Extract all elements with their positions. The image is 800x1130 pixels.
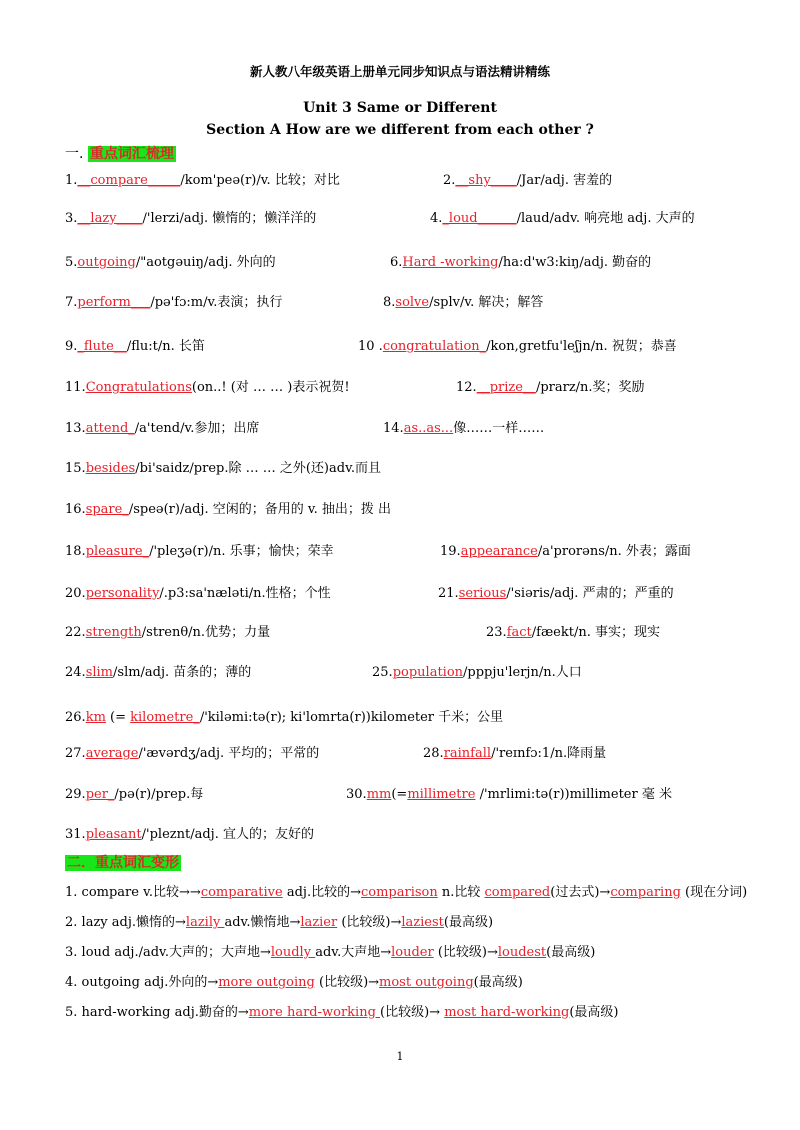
- section-one-label: 重点词汇梳理: [89, 146, 174, 162]
- vocab-item: [65, 786, 203, 804]
- vocab-definition: 像……一样……: [453, 421, 545, 436]
- vocab-word: average: [85, 746, 139, 761]
- vocab-definition: /fæekt/n. 事实；现实: [531, 625, 660, 640]
- vocab-definition: /laud/adv. 响亮地 adj. 大声的: [516, 211, 695, 226]
- vocab-word: appearance: [460, 544, 538, 559]
- vocab-item: [65, 501, 391, 519]
- item-number: 15.: [65, 461, 86, 476]
- item-number: 3.: [65, 211, 78, 226]
- vocab-item: [65, 826, 314, 844]
- vocab-item: [65, 210, 316, 228]
- form-text: 1. compare v.比较→→: [65, 885, 201, 900]
- vocab-word: outgoing: [77, 255, 136, 270]
- vocab-word: Hard -working: [402, 255, 499, 270]
- form-answer: most outgoing: [379, 975, 474, 990]
- vocab-definition: /pə'fɔ:m/v.表演；执行: [150, 295, 283, 310]
- vocab-word: fact: [506, 625, 532, 640]
- form-answer: compared: [484, 885, 551, 900]
- vocab-definition: (on..! (对 … … )表示祝贺!: [191, 380, 350, 395]
- form-text: 2. lazy adj.懒惰的→: [65, 915, 186, 930]
- form-answer: laziest: [401, 915, 444, 930]
- form-text: (最高级): [569, 1005, 619, 1020]
- vocab-word: pleasant: [85, 827, 142, 842]
- vocab-definition: /'pleznt/adj. 宜人的；友好的: [141, 827, 314, 842]
- vocab-item: [65, 379, 350, 397]
- vocab-separator: (=: [391, 787, 408, 802]
- item-number: 8.: [383, 295, 396, 310]
- item-number: 26.: [65, 710, 86, 725]
- form-answer: more outgoing: [218, 975, 315, 990]
- vocab-item: [486, 624, 660, 642]
- item-number: 4.: [430, 211, 443, 226]
- vocab-item: [65, 460, 381, 478]
- form-text: adv.大声地→: [315, 945, 392, 960]
- form-answer: lazier: [300, 915, 338, 930]
- vocab-item: [65, 664, 251, 682]
- form-text: (比较级)→: [314, 975, 380, 990]
- vocab-definition: /a'tend/v.参加；出席: [134, 421, 260, 436]
- vocab-definition: /speə(r)/adj. 空闲的；备用的 v. 抽出；拨 出: [128, 502, 392, 517]
- vocab-item: [65, 338, 205, 356]
- vocab-item: [383, 420, 544, 438]
- vocab-word: personality: [85, 586, 160, 601]
- word-form-row: [65, 1004, 619, 1022]
- vocab-item: [423, 745, 606, 763]
- vocab-item: [443, 172, 612, 190]
- vocab-word: population: [392, 665, 464, 680]
- vocab-definition: /pə(r)/prep.每: [114, 787, 204, 802]
- item-number: 28.: [423, 746, 444, 761]
- item-number: 21.: [438, 586, 459, 601]
- vocab-word: __compare_____: [77, 173, 181, 188]
- form-text: (最高级): [443, 915, 494, 930]
- form-text: (比较级)→: [433, 945, 498, 960]
- vocab-separator: (=: [105, 710, 131, 725]
- vocab-item: [346, 786, 672, 804]
- word-form-row: [65, 974, 523, 992]
- section-one-number: 一.: [65, 146, 84, 162]
- vocab-word: spare_: [85, 502, 129, 517]
- vocab-word: _flute__: [77, 339, 127, 354]
- item-number: 19.: [440, 544, 461, 559]
- document-title: 新人教八年级英语上册单元同步知识点与语法精讲精练: [249, 64, 551, 79]
- vocab-item: [65, 585, 331, 603]
- vocab-item: [65, 172, 340, 190]
- item-number: 25.: [372, 665, 393, 680]
- vocab-definition: /kon,gretfu'leʃjn/n. 祝贺；恭喜: [486, 339, 677, 354]
- vocab-word: serious: [458, 586, 507, 601]
- form-text: (比较级)→: [380, 1005, 445, 1020]
- item-number: 27.: [65, 746, 86, 761]
- vocab-definition: /"aotgəuiŋ/adj. 外向的: [135, 255, 276, 270]
- vocab-definition: /a'prorəns/n. 外表；露面: [537, 544, 691, 559]
- vocab-word: perform___: [77, 295, 151, 310]
- item-number: 18.: [65, 544, 86, 559]
- item-number: 16.: [65, 502, 86, 517]
- vocab-item: [65, 254, 276, 272]
- form-text: (比较级)→: [337, 915, 402, 930]
- item-number: 12.: [456, 380, 477, 395]
- form-answer: comparative: [200, 885, 283, 900]
- item-number: 23.: [486, 625, 507, 640]
- form-answer: most hard-working: [444, 1005, 570, 1020]
- vocab-item: [430, 210, 695, 228]
- form-text: 4. outgoing adj.外向的→: [65, 975, 219, 990]
- vocab-definition: /slm/adj. 苗条的；薄的: [113, 665, 252, 680]
- form-text: adv.懒惰地→: [224, 915, 301, 930]
- vocab-definition: /'kiləmi:tə(r); ki'lomrta(r))kilometer 千米；公里: [199, 710, 504, 725]
- vocab-item: [65, 543, 334, 561]
- vocab-item: [390, 254, 651, 272]
- form-answer: comparing: [610, 885, 681, 900]
- vocab-definition: /prarz/n.奖；奖励: [535, 380, 645, 395]
- form-answer: lazily: [185, 915, 225, 930]
- word-form-row: [65, 944, 595, 962]
- vocab-definition: /'pleʒə(r)/n. 乐事；愉快；荣幸: [149, 544, 334, 559]
- item-number: 29.: [65, 787, 86, 802]
- vocab-item: [383, 294, 543, 312]
- item-number: 31.: [65, 827, 86, 842]
- section-two-label: 二．重点词汇变形: [67, 855, 179, 871]
- vocab-definition: /kom'peə(r)/v. 比较；对比: [180, 173, 340, 188]
- vocab-word: slim: [85, 665, 114, 680]
- item-number: 2.: [443, 173, 456, 188]
- vocab-word: attend_: [85, 421, 135, 436]
- vocab-definition: /ha:d'w3:kiŋ/adj. 勤奋的: [498, 255, 652, 270]
- form-answer: louder: [391, 945, 434, 960]
- form-text: 5. hard-working adj.勤奋的→: [65, 1005, 249, 1020]
- form-text: n.比较: [437, 885, 485, 900]
- item-number: 14.: [383, 421, 404, 436]
- word-form-row: [65, 914, 493, 932]
- vocab-definition: /splv/v. 解决；解答: [429, 295, 544, 310]
- form-answer: loudly: [270, 945, 316, 960]
- vocab-item: [440, 543, 691, 561]
- vocab-definition: /.p3:sa'næləti/n.性格；个性: [159, 586, 331, 601]
- vocab-definition: /'mrlimi:tə(r))millimeter 毫 米: [475, 787, 672, 802]
- vocab-item: [65, 745, 319, 763]
- form-text: (现在分词): [680, 885, 748, 900]
- vocab-item: [372, 664, 582, 682]
- vocab-word: pleasure_: [85, 544, 150, 559]
- vocab-item: [65, 709, 503, 727]
- item-number: 5.: [65, 255, 78, 270]
- form-text: 3. loud adj./adv.大声的；大声地→: [65, 945, 271, 960]
- vocab-word: Congratulations: [85, 380, 192, 395]
- vocab-word: km: [85, 710, 106, 725]
- vocab-definition: /'siəris/adj. 严肃的；严重的: [506, 586, 674, 601]
- item-number: 7.: [65, 295, 78, 310]
- vocab-word: _loud______: [442, 211, 517, 226]
- item-number: 1.: [65, 173, 78, 188]
- section-one-heading: [65, 143, 176, 163]
- vocab-item: [358, 338, 677, 356]
- form-text: (最高级): [473, 975, 523, 990]
- form-text: (过去式)→: [550, 885, 611, 900]
- unit-title: Unit 3 Same or Different: [303, 100, 497, 116]
- vocab-definition: /'lerzi/adj. 懒惰的；懒洋洋的: [142, 211, 317, 226]
- section-two-heading: [65, 852, 181, 872]
- vocab-definition: /Jar/adj. 害羞的: [516, 173, 613, 188]
- item-number: 11.: [65, 380, 86, 395]
- vocab-word: as..as...: [403, 421, 454, 436]
- item-number: 30.: [346, 787, 367, 802]
- vocab-definition: /flu:t/n. 长笛: [126, 339, 205, 354]
- vocab-word-alt: kilometre_: [130, 710, 200, 725]
- vocab-word: solve: [395, 295, 430, 310]
- form-text: (最高级): [546, 945, 596, 960]
- item-number: 10 .: [358, 339, 383, 354]
- item-number: 20.: [65, 586, 86, 601]
- vocab-item: [65, 294, 282, 312]
- word-form-row: [65, 884, 747, 902]
- vocab-word: mm: [366, 787, 392, 802]
- vocab-item: [456, 379, 645, 397]
- vocab-word: rainfall: [443, 746, 492, 761]
- item-number: 9.: [65, 339, 78, 354]
- vocab-item: [65, 420, 259, 438]
- item-number: 22.: [65, 625, 86, 640]
- vocab-definition: /'ævərdʒ/adj. 平均的；平常的: [138, 746, 320, 761]
- page-number: 1: [396, 1050, 404, 1063]
- vocab-definition: /pppju'lerjn/n.人口: [463, 665, 582, 680]
- item-number: 24.: [65, 665, 86, 680]
- vocab-word-alt: millimetre: [407, 787, 476, 802]
- vocab-definition: /bi'saidz/prep.除 … … 之外(还)adv.而且: [135, 461, 382, 476]
- vocab-item: [65, 624, 270, 642]
- vocab-word: __shy____: [455, 173, 517, 188]
- form-answer: loudest: [497, 945, 547, 960]
- section-title: Section A How are we different from each other ?: [206, 122, 594, 138]
- vocab-word: congratulation_: [382, 339, 487, 354]
- item-number: 6.: [390, 255, 403, 270]
- item-number: 13.: [65, 421, 86, 436]
- vocab-word: strength: [85, 625, 142, 640]
- vocab-definition: /'reɪnfɔ:1/n.降雨量: [491, 746, 607, 761]
- form-text: adj.比较的→: [282, 885, 361, 900]
- form-answer: more hard-working: [248, 1005, 381, 1020]
- vocab-item: [438, 585, 674, 603]
- vocab-word: __prize__: [476, 380, 536, 395]
- vocab-word: per_: [85, 787, 115, 802]
- vocab-definition: /strenθ/n.优势；力量: [141, 625, 271, 640]
- vocab-word: besides: [85, 461, 136, 476]
- vocab-word: __lazy____: [77, 211, 143, 226]
- form-answer: comparison: [360, 885, 438, 900]
